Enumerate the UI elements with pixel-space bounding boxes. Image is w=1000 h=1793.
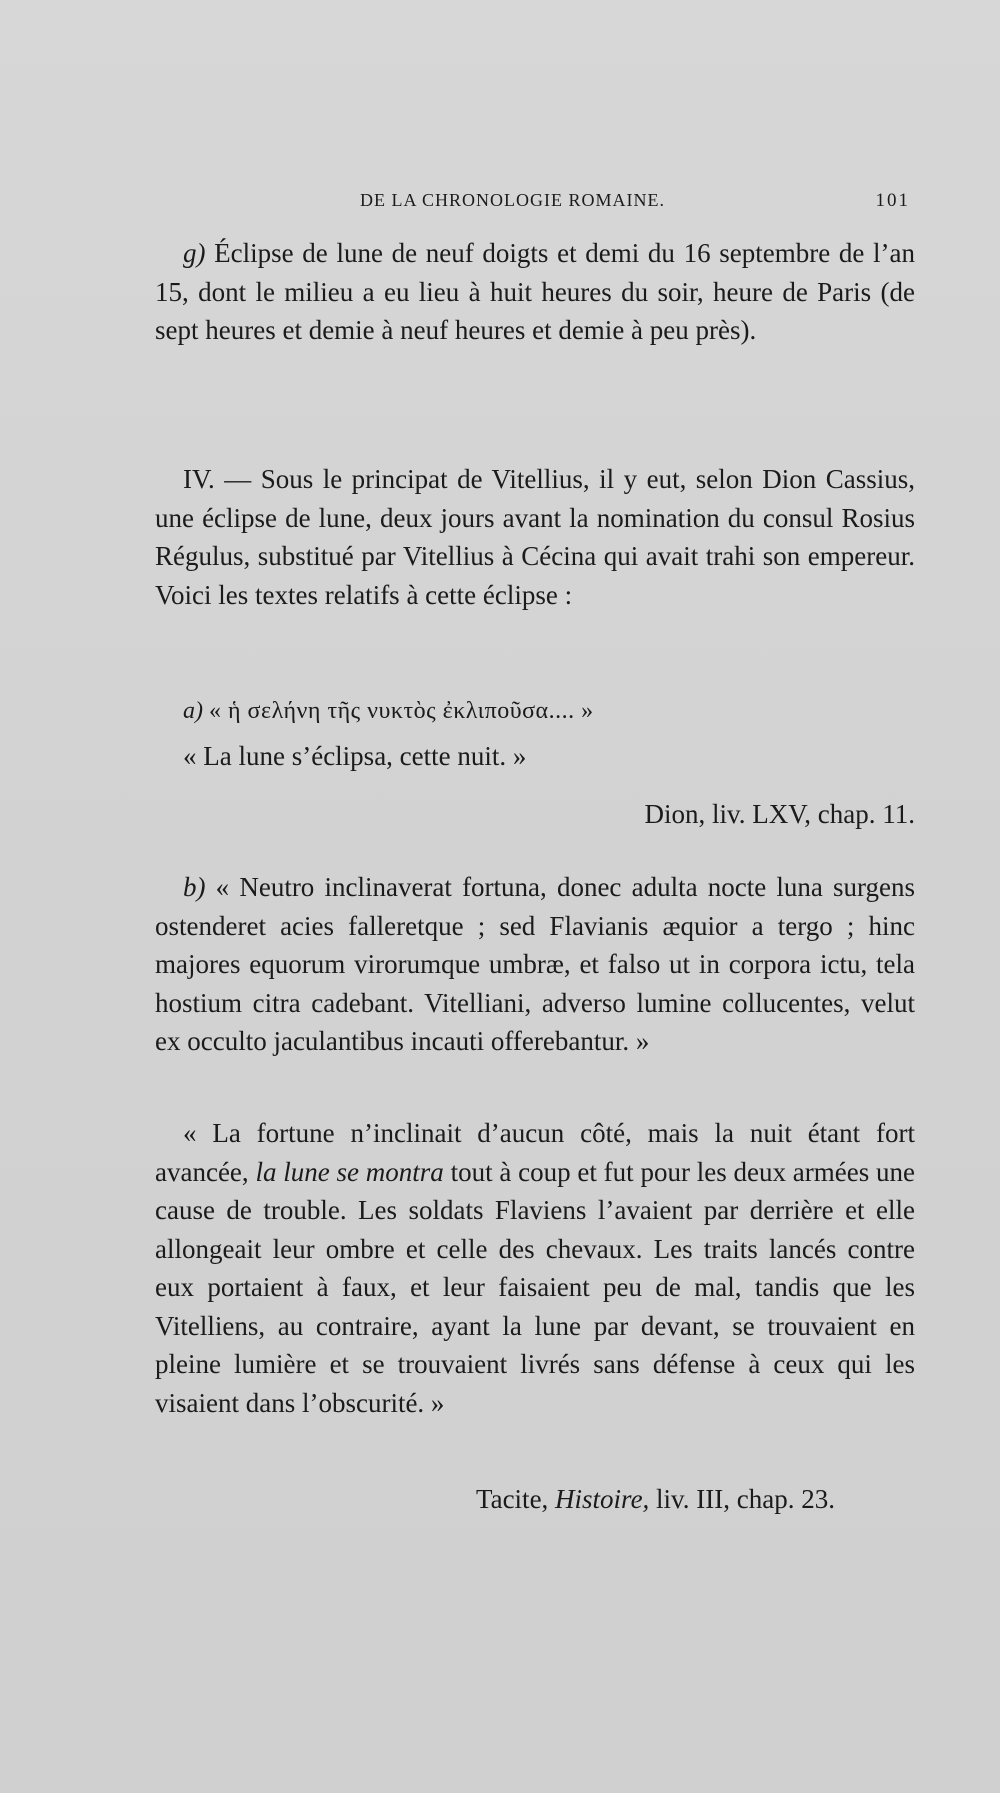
quote-a-french <box>155 737 915 776</box>
french-translation-b-start: « La fortune n’inclinait d’aucun côté, mais la nuit étant fort avancée, <box>155 1118 915 1187</box>
french-translation-b-end: tout à coup et fut pour les deux armées une cause de trouble. Les soldats Flaviens l’avaient par derrière et elle allongeait leur ombre et celle des chevaux. Les traits lancés contre eux portaient à faux, et leur faisaient peu de mal, tandis que les Vitelliens, au contraire, ayant la lune par devant, se trouvaient en pleine lumière et se trouvaient livrés sans défense à ceux qui les visaient dans l’obscurité. » <box>155 1156 915 1418</box>
page-number: 101 <box>875 190 910 211</box>
citation-work: Histoire, <box>555 1484 650 1514</box>
french-translation-b-italic: la lune se montra <box>255 1156 444 1187</box>
running-head <box>360 190 910 218</box>
paragraph-g-text: Éclipse de lune de neuf doigts et demi du 16 septembre de l’an 15, dont le milieu a eu lieu à huit heures du soir, heure de Paris (de sept heures et demie à neuf heures et demie à peu près). <box>155 238 916 345</box>
item-letter-a: a) <box>183 698 203 724</box>
quote-a-greek <box>155 692 915 731</box>
citation-author: Tacite, <box>475 1484 556 1514</box>
quote-b-french <box>155 1114 915 1422</box>
citation-reference: liv. III, chap. 23. <box>649 1484 835 1514</box>
citation-dion <box>155 795 915 834</box>
greek-quote: « ἡ σελήνη τῆς νυκτὸς ἐκλιποῦσα.... » <box>209 698 594 724</box>
item-letter-b: b) <box>183 872 206 902</box>
latin-quote: « Neutro inclinaverat fortuna, donec adulta nocte luna surgens ostenderet acies falleretque ; sed Flavianis æquior a tergo ; hinc majores equorum virorumque umbræ, et falso ut in corpora ictu, tela hostium citra cadebant. Vitelliani, adverso lumine collucentes, velut ex occulto jaculantibus incauti offerebantur. » <box>155 872 915 1056</box>
running-title: DE LA CHRONOLOGIE ROMAINE. <box>360 190 665 210</box>
quote-b-latin <box>155 868 915 1061</box>
item-letter-g: g) <box>183 238 206 268</box>
citation-dion-text: Dion, liv. LXV, chap. 11. <box>644 799 915 829</box>
paragraph-iv-text: IV. — Sous le principat de Vitellius, il y eut, selon Dion Cassius, une éclipse de lune, deux jours avant la nomination du consul Rosius Régulus, substitué par Vitellius à Cécina qui avait trahi son empereur. Voici les textes relatifs à cette éclipse : <box>155 464 915 610</box>
paragraph-iv <box>155 460 915 614</box>
french-translation-a: « La lune s’éclipsa, cette nuit. » <box>183 741 527 771</box>
paragraph-g <box>155 234 915 350</box>
citation-tacite <box>155 1480 915 1519</box>
